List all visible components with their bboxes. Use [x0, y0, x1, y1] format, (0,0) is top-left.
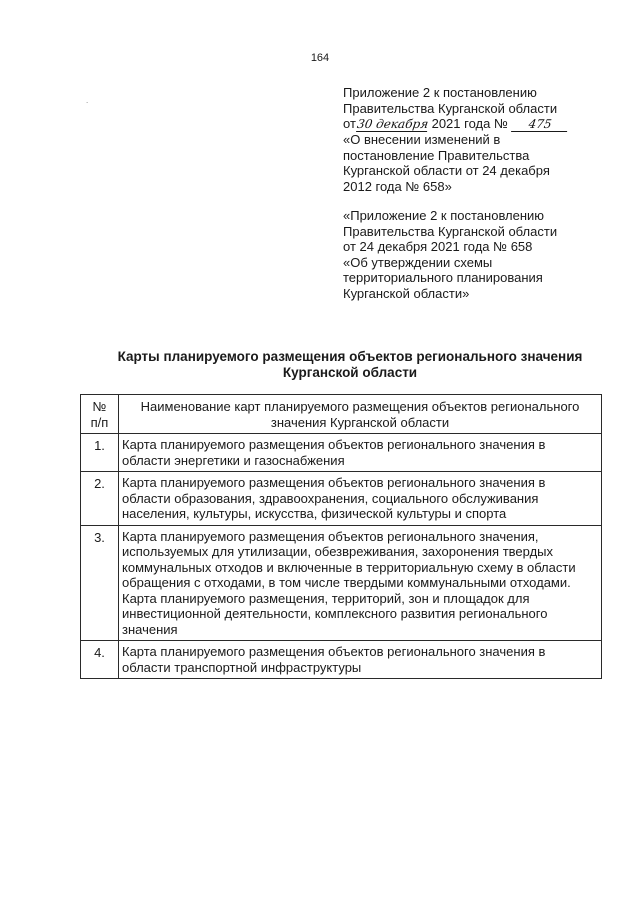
row-text: Карта планируемого размещения объектов регионального значения в — [122, 437, 546, 452]
table-row — [81, 525, 602, 641]
table-row — [81, 641, 602, 679]
header-name — [119, 395, 602, 434]
row-text: области энергетики и газоснабжения — [122, 452, 345, 468]
row-text: населения, культуры, искусства, физической культуры и спорта — [122, 506, 507, 521]
table-row — [81, 472, 602, 526]
row-name — [119, 525, 602, 641]
handwritten-number: 475 — [511, 118, 569, 132]
row-text: значения — [122, 621, 178, 637]
row-name — [119, 434, 602, 472]
appendix-line: постановление Правительства — [343, 147, 530, 163]
appendix-line: территориального планирования — [343, 270, 543, 285]
row-text: области транспортной инфраструктуры — [122, 659, 362, 675]
table-row — [81, 434, 602, 472]
row-text: инвестиционной деятельности, комплексного развития регионального — [122, 606, 548, 621]
appendix-header — [343, 85, 593, 194]
appendix-line: от 24 декабря 2021 года № 658 — [343, 239, 533, 254]
title-line: Курганской области — [282, 365, 418, 380]
appendix-line: Курганской области» — [343, 285, 470, 301]
header-text: Наименование карт планируемого размещения объектов регионального — [140, 399, 580, 414]
row-number: 4. — [81, 641, 119, 679]
date-prefix: от — [343, 116, 356, 131]
appendix-date-line — [343, 116, 593, 132]
row-text: обращения с отходами, в том числе твердыми коммунальными отходами. — [122, 575, 571, 590]
row-text: Карта планируемого размещения объектов регионального значения в — [122, 644, 546, 659]
table-header-row — [81, 395, 602, 434]
row-text: коммунальных отходов и включенные в территориальную схему в области — [122, 559, 576, 575]
header-number — [81, 395, 119, 434]
row-name — [119, 641, 602, 679]
appendix-line: Правительства Курганской области — [343, 100, 558, 116]
appendix-line: Приложение 2 к постановлению — [343, 85, 537, 100]
appendix-line: 2012 года № 658» — [343, 178, 452, 194]
row-text: Карта планируемого размещения объектов регионального значения в — [122, 475, 546, 490]
appendix-original — [343, 208, 593, 301]
document-title — [80, 349, 620, 381]
row-name — [119, 472, 602, 526]
row-text: Карта планируемого размещения, территорий, зон и площадок для — [122, 590, 530, 606]
scan-speck: . — [86, 96, 89, 105]
title-line: Карты планируемого размещения объектов регионального значения — [117, 349, 583, 364]
row-number: 2. — [81, 472, 119, 526]
appendix-line: «О внесении изменений в — [343, 132, 501, 147]
handwritten-date: 30 декабря — [356, 117, 430, 131]
header-text: значения Курганской области — [270, 414, 450, 430]
year-label: 2021 года № — [431, 116, 508, 131]
appendix-line: «Приложение 2 к постановлению — [343, 208, 545, 223]
appendix-line: Правительства Курганской области — [343, 223, 558, 239]
header-text: № — [92, 399, 107, 414]
appendix-line: «Об утверждении схемы — [343, 254, 493, 270]
row-text: области образования, здравоохранения, социального обслуживания — [122, 490, 539, 506]
row-number: 1. — [81, 434, 119, 472]
row-number: 3. — [81, 525, 119, 641]
row-text: Карта планируемого размещения объектов регионального значения, — [122, 528, 539, 544]
row-text: используемых для утилизации, обезвреживания, захоронения твердых — [122, 544, 554, 559]
appendix-line: Курганской области от 24 декабря — [343, 163, 550, 178]
header-text: п/п — [90, 414, 109, 430]
page-number: 164 — [310, 52, 330, 64]
maps-table — [80, 394, 602, 679]
